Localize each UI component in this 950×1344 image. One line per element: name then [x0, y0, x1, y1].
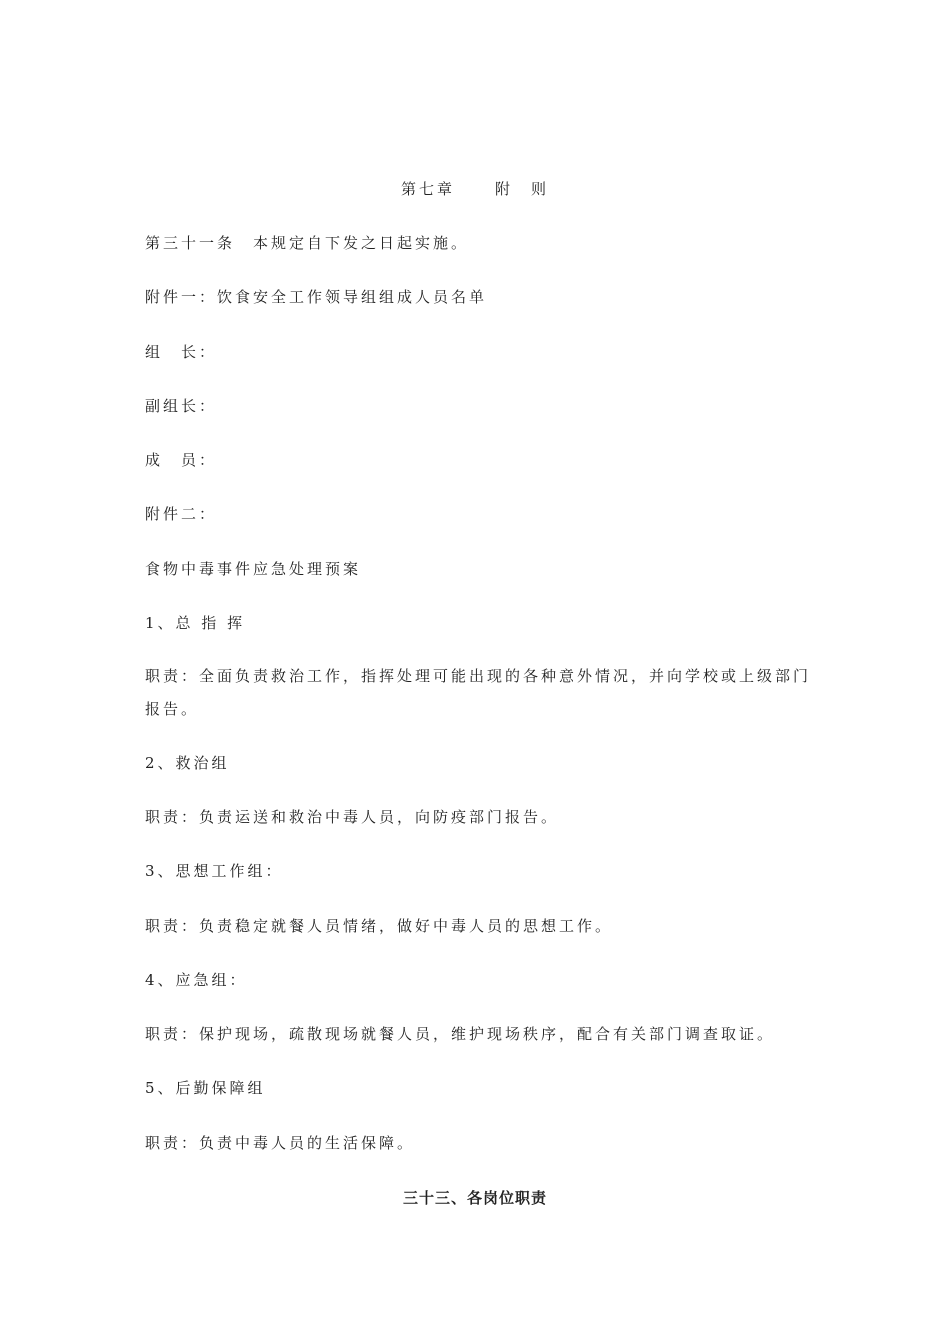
- group-2-heading: 2、救治组: [145, 754, 230, 772]
- vice-leader-label: 副组长：: [145, 397, 218, 415]
- group-3-duty: 职责：负责稳定就餐人员情绪，做好中毒人员的思想工作。: [145, 917, 614, 935]
- section-33-heading: 三十三、各岗位职责: [402, 1189, 547, 1207]
- group-1-duty: 职责：全面负责救治工作，指挥处理可能出现的各种意外情况，并向学校或上级部门报告。: [145, 667, 812, 718]
- group-4-heading: 4、应急组：: [145, 971, 248, 989]
- leader-label: 组 长：: [145, 343, 218, 361]
- article-31-text: 本规定自下发之日起实施。: [253, 234, 470, 252]
- chapter-heading: [0, 176, 950, 202]
- member-label: 成 员：: [145, 451, 218, 469]
- group-3-heading: 3、思想工作组：: [145, 862, 284, 880]
- article-31: [145, 230, 469, 256]
- group-5-heading: 5、后勤保障组: [145, 1079, 266, 1097]
- article-31-number: 第三十一条: [145, 234, 236, 252]
- plan-title: 食物中毒事件应急处理预案: [145, 560, 362, 578]
- attachment-2-title: 附件二：: [145, 505, 218, 523]
- chapter-title: 附 则: [495, 180, 550, 198]
- attachment-1-title: 附件一：饮食安全工作领导组组成人员名单: [145, 288, 488, 306]
- chapter-number: 第七章: [400, 180, 455, 198]
- group-1-heading: 1、总 指 挥: [145, 614, 246, 632]
- group-5-duty: 职责：负责中毒人员的生活保障。: [145, 1134, 416, 1152]
- group-2-duty: 职责：负责运送和救治中毒人员，向防疫部门报告。: [145, 808, 560, 826]
- group-4-duty: 职责：保护现场，疏散现场就餐人员，维护现场秩序，配合有关部门调查取证。: [145, 1025, 776, 1043]
